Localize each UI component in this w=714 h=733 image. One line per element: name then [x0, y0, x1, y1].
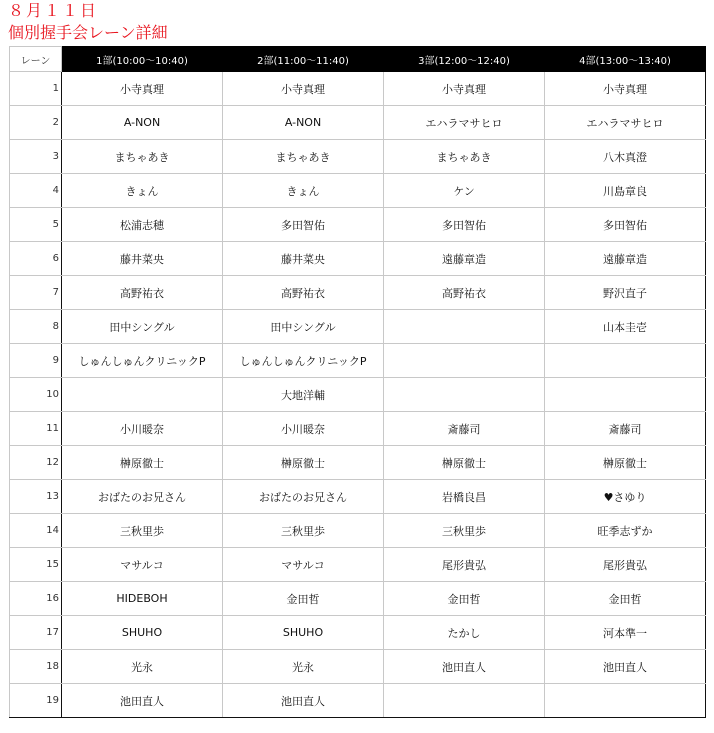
lane-number: 15	[10, 548, 62, 582]
talent-name-cell: 小寺真理	[62, 72, 223, 106]
lane-number: 7	[10, 276, 62, 310]
talent-name-cell: 三秋里歩	[384, 514, 545, 548]
table-row	[10, 548, 706, 582]
lane-schedule-table	[9, 46, 706, 718]
talent-name-cell: 岩橋良昌	[384, 480, 545, 514]
talent-name-cell: マサルコ	[223, 548, 384, 582]
talent-name-cell: 斎藤司	[384, 412, 545, 446]
lane-number: 6	[10, 242, 62, 276]
talent-name-cell: 多田智佑	[384, 208, 545, 242]
lane-number: 13	[10, 480, 62, 514]
header-row	[10, 47, 706, 72]
talent-name-cell: 田中シングル	[223, 310, 384, 344]
talent-name-cell: 小川暖奈	[223, 412, 384, 446]
talent-name-cell: 三秋里歩	[62, 514, 223, 548]
lane-number: 19	[10, 684, 62, 718]
talent-name-cell	[384, 684, 545, 718]
table-row	[10, 650, 706, 684]
talent-name-cell	[545, 378, 706, 412]
talent-name-cell: きょん	[223, 174, 384, 208]
talent-name-cell: 多田智佑	[223, 208, 384, 242]
talent-name-cell: しゅんしゅんクリニックP	[62, 344, 223, 378]
table-row	[10, 514, 706, 548]
lane-number: 5	[10, 208, 62, 242]
talent-name-cell: 高野祐衣	[62, 276, 223, 310]
lane-number: 14	[10, 514, 62, 548]
table-row	[10, 582, 706, 616]
talent-name-cell: 三秋里歩	[223, 514, 384, 548]
talent-name-cell: まちゃあき	[384, 140, 545, 174]
talent-name-cell: エハラマサヒロ	[545, 106, 706, 140]
table-row	[10, 412, 706, 446]
table-row	[10, 276, 706, 310]
lane-number: 8	[10, 310, 62, 344]
event-date: ８月１１日	[8, 1, 99, 20]
talent-name-cell: マサルコ	[62, 548, 223, 582]
talent-name-cell: まちゃあき	[62, 140, 223, 174]
table-body	[10, 72, 706, 718]
part-4-header: 4部(13:00～13:40)	[545, 47, 706, 72]
talent-name-cell: SHUHO	[223, 616, 384, 650]
talent-name-cell: 河本準一	[545, 616, 706, 650]
table-row	[10, 208, 706, 242]
part-3-header: 3部(12:00～12:40)	[384, 47, 545, 72]
talent-name-cell: A-NON	[62, 106, 223, 140]
talent-name-cell: 遠藤章造	[545, 242, 706, 276]
talent-name-cell: 小寺真理	[223, 72, 384, 106]
talent-name-cell: 八木真澄	[545, 140, 706, 174]
talent-name-cell: 尾形貴弘	[545, 548, 706, 582]
lane-number: 4	[10, 174, 62, 208]
lane-column-header: レーン	[10, 47, 62, 72]
talent-name-cell: たかし	[384, 616, 545, 650]
table-row	[10, 446, 706, 480]
table-row	[10, 344, 706, 378]
table-row	[10, 106, 706, 140]
talent-name-cell: 大地洋輔	[223, 378, 384, 412]
talent-name-cell: 尾形貴弘	[384, 548, 545, 582]
talent-name-cell: 池田直人	[384, 650, 545, 684]
talent-name-cell: きょん	[62, 174, 223, 208]
lane-number: 11	[10, 412, 62, 446]
table-row	[10, 310, 706, 344]
talent-name-cell: 山本圭壱	[545, 310, 706, 344]
talent-name-cell: SHUHO	[62, 616, 223, 650]
talent-name-cell	[62, 378, 223, 412]
lane-number: 2	[10, 106, 62, 140]
lane-number: 1	[10, 72, 62, 106]
talent-name-cell: 榊原徹士	[223, 446, 384, 480]
lane-number: 10	[10, 378, 62, 412]
talent-name-cell	[384, 310, 545, 344]
talent-name-cell	[384, 344, 545, 378]
part-2-header: 2部(11:00～11:40)	[223, 47, 384, 72]
lane-number: 9	[10, 344, 62, 378]
talent-name-cell: 金田哲	[384, 582, 545, 616]
talent-name-cell: ♥さゆり	[545, 480, 706, 514]
part-1-header: 1部(10:00～10:40)	[62, 47, 223, 72]
talent-name-cell: 遠藤章造	[384, 242, 545, 276]
talent-name-cell	[384, 378, 545, 412]
table-row	[10, 140, 706, 174]
talent-name-cell: 松浦志穂	[62, 208, 223, 242]
talent-name-cell: 旺季志ずか	[545, 514, 706, 548]
talent-name-cell: 高野祐衣	[223, 276, 384, 310]
talent-name-cell: まちゃあき	[223, 140, 384, 174]
lane-number: 18	[10, 650, 62, 684]
lane-number: 3	[10, 140, 62, 174]
talent-name-cell: 高野祐衣	[384, 276, 545, 310]
table-row	[10, 174, 706, 208]
talent-name-cell: 川島章良	[545, 174, 706, 208]
talent-name-cell: しゅんしゅんクリニックP	[223, 344, 384, 378]
table-row	[10, 378, 706, 412]
talent-name-cell	[545, 344, 706, 378]
talent-name-cell: おばたのお兄さん	[62, 480, 223, 514]
talent-name-cell: 榊原徹士	[62, 446, 223, 480]
table-row	[10, 72, 706, 106]
talent-name-cell: 榊原徹士	[545, 446, 706, 480]
talent-name-cell: エハラマサヒロ	[384, 106, 545, 140]
talent-name-cell: 斎藤司	[545, 412, 706, 446]
talent-name-cell: 藤井菜央	[62, 242, 223, 276]
table-row	[10, 242, 706, 276]
talent-name-cell: 金田哲	[223, 582, 384, 616]
table-row	[10, 684, 706, 718]
talent-name-cell: A-NON	[223, 106, 384, 140]
lane-number: 16	[10, 582, 62, 616]
talent-name-cell: ケン	[384, 174, 545, 208]
talent-name-cell: HIDEBOH	[62, 582, 223, 616]
lane-number: 12	[10, 446, 62, 480]
talent-name-cell	[545, 684, 706, 718]
talent-name-cell: 田中シングル	[62, 310, 223, 344]
talent-name-cell: 小寺真理	[545, 72, 706, 106]
talent-name-cell: おばたのお兄さん	[223, 480, 384, 514]
talent-name-cell: 池田直人	[545, 650, 706, 684]
talent-name-cell: 池田直人	[62, 684, 223, 718]
talent-name-cell: 光永	[223, 650, 384, 684]
talent-name-cell: 野沢直子	[545, 276, 706, 310]
talent-name-cell: 多田智佑	[545, 208, 706, 242]
page-subtitle: 個別握手会レーン詳細	[8, 23, 168, 42]
talent-name-cell: 光永	[62, 650, 223, 684]
talent-name-cell: 榊原徹士	[384, 446, 545, 480]
talent-name-cell: 池田直人	[223, 684, 384, 718]
lane-number: 17	[10, 616, 62, 650]
table-row	[10, 480, 706, 514]
table-row	[10, 616, 706, 650]
talent-name-cell: 小川暖奈	[62, 412, 223, 446]
talent-name-cell: 金田哲	[545, 582, 706, 616]
talent-name-cell: 小寺真理	[384, 72, 545, 106]
talent-name-cell: 藤井菜央	[223, 242, 384, 276]
